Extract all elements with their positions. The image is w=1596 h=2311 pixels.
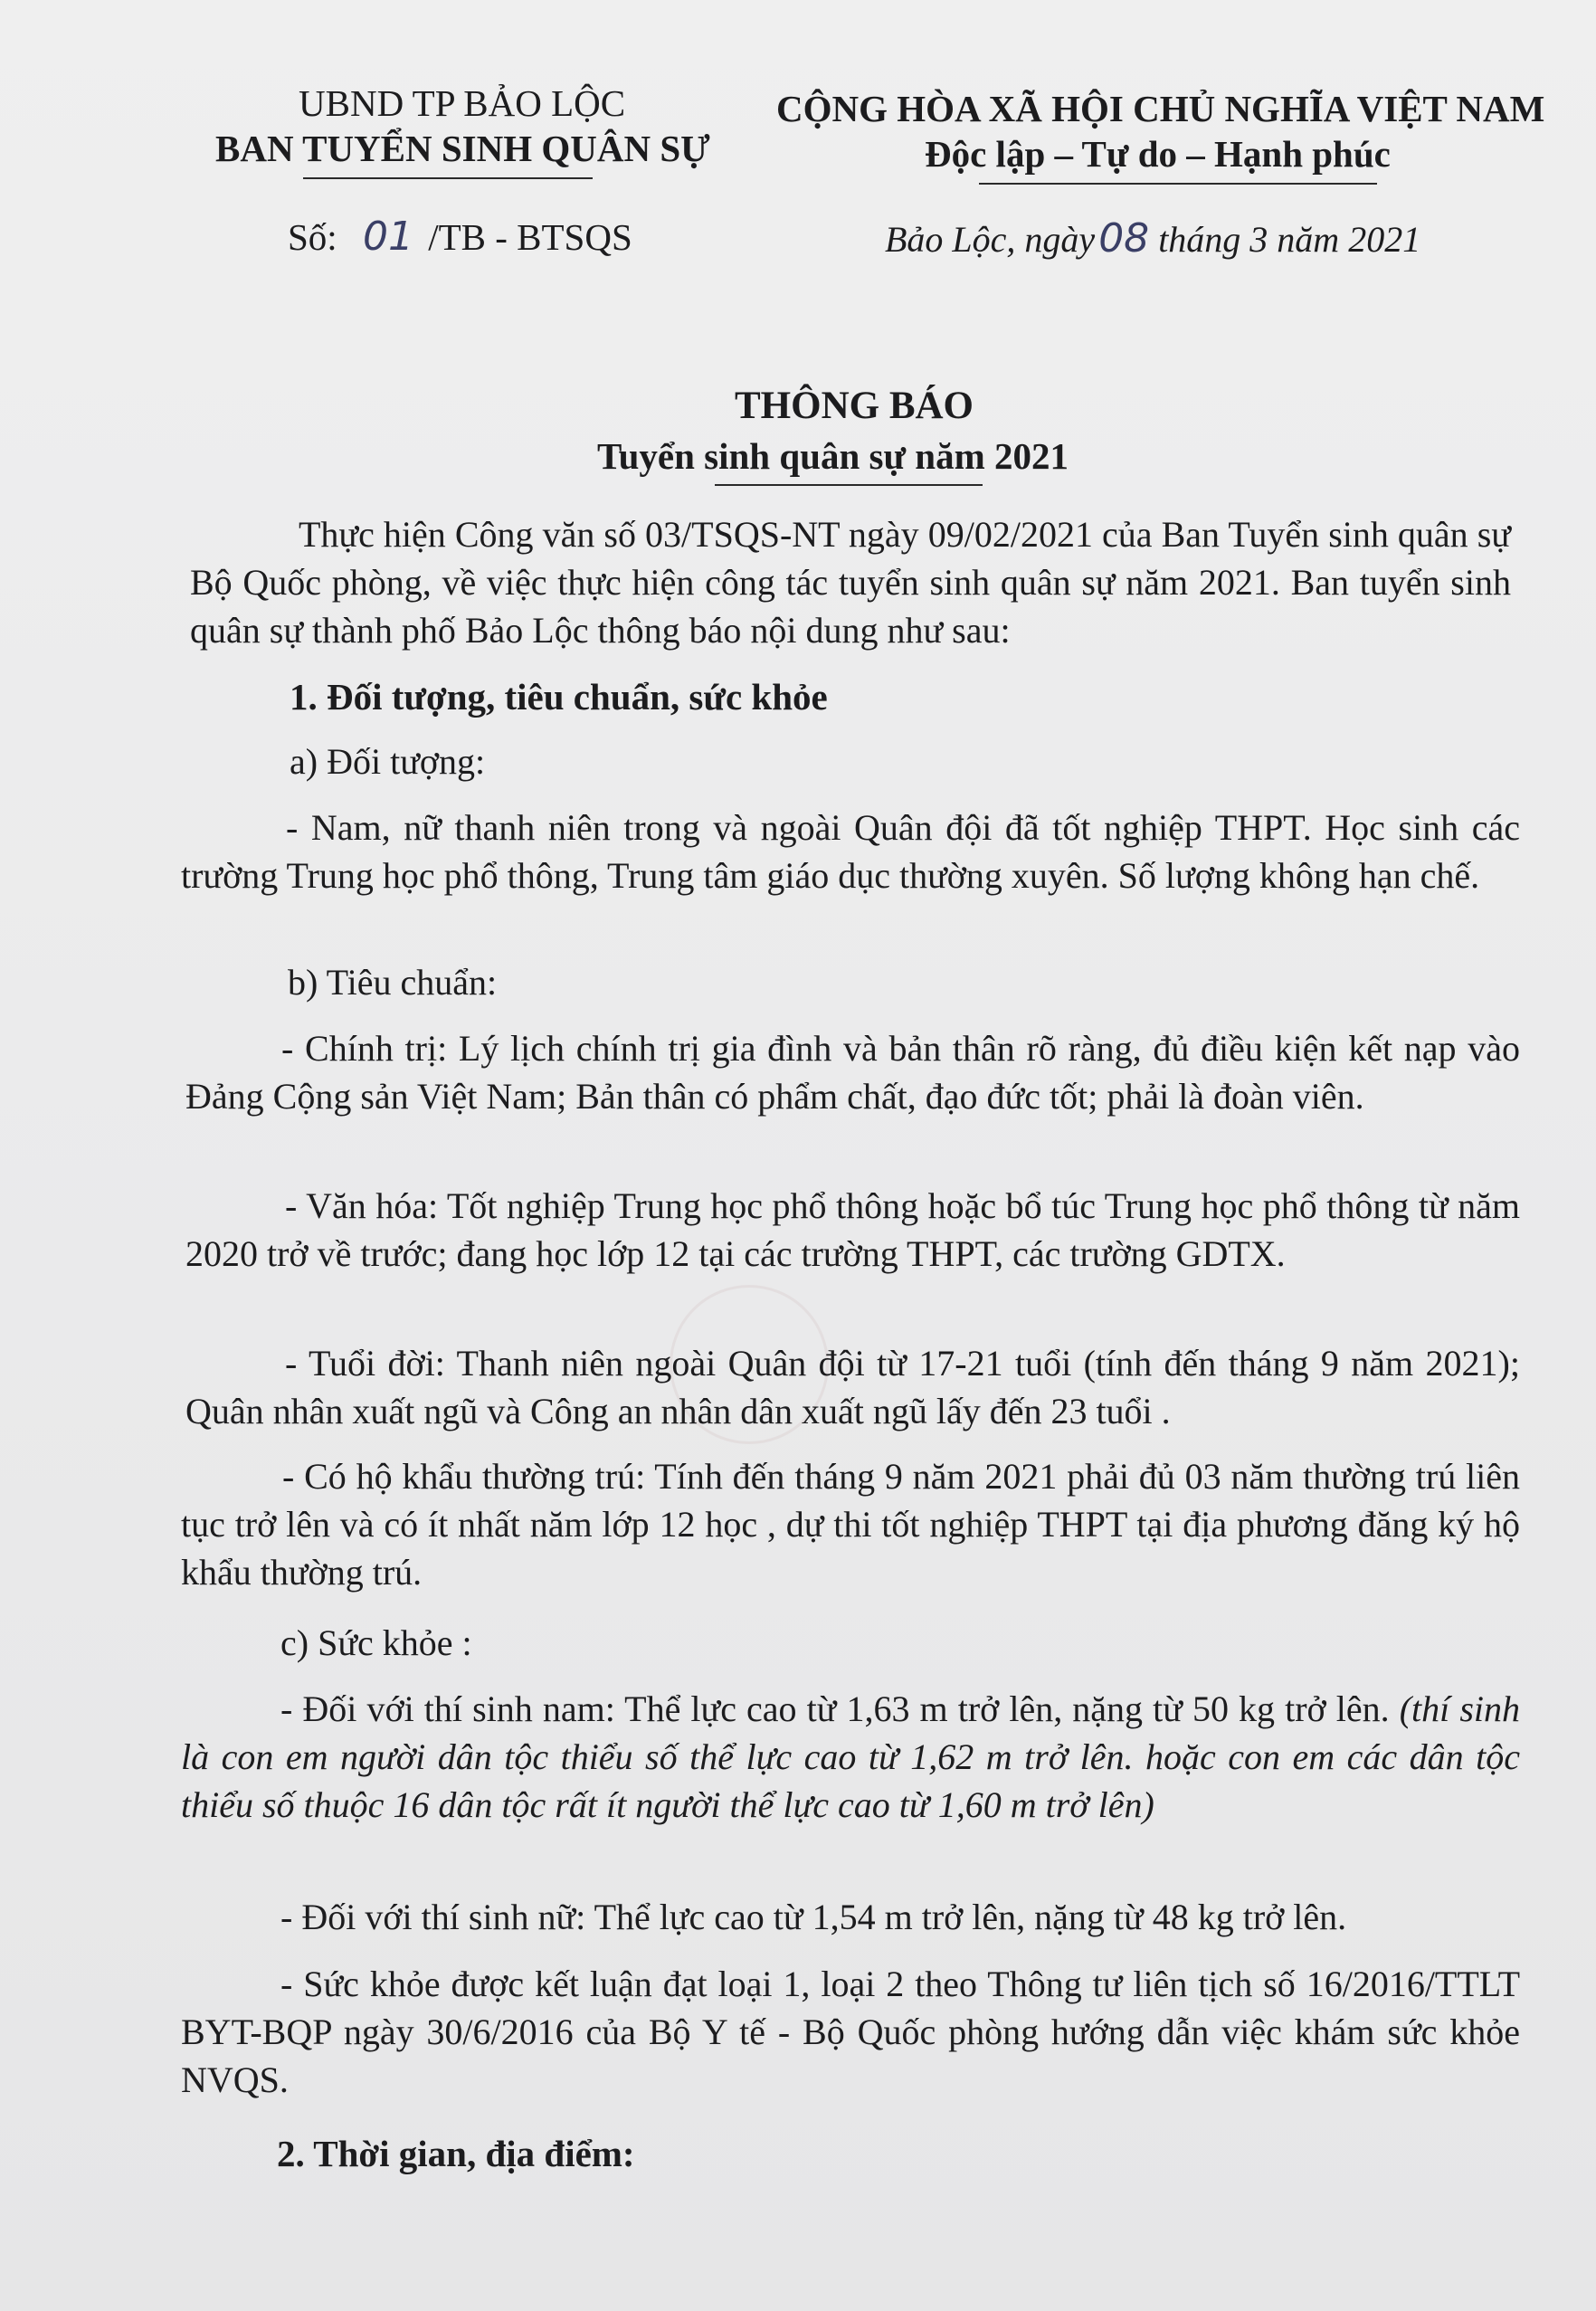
subtitle-underline — [715, 484, 983, 486]
intro-text: Thực hiện Công văn số 03/TSQS-NT ngày 09/02/2021 của Ban Tuyển sinh quân sự Bộ Quốc phòng, về việc thực hiện công tác tuyển sinh quân sự năm 2021. Ban tuyển sinh quân sự thành phố Bảo Lộc thông báo nội dung như sau: — [190, 514, 1511, 651]
notice-title: THÔNG BÁO — [735, 385, 974, 427]
intro-paragraph — [190, 510, 1511, 654]
section-1c-label: c) Sức khỏe : — [280, 1622, 472, 1663]
section-1a-text — [181, 804, 1520, 899]
org-underline — [303, 177, 593, 179]
residence-text: - Có hộ khẩu thường trú: Tính đến tháng 9 năm 2021 phải đủ 03 năm thường trú liên tục trở lên và có ít nhất năm lớp 12 học , dự thi tốt nghiệp THPT tại địa phương đăng ký hộ khẩu thường trú. — [181, 1456, 1520, 1593]
date-suffix: tháng 3 năm 2021 — [1158, 219, 1421, 260]
nation-title: CỘNG HÒA XÃ HỘI CHỦ NGHĨA VIỆT NAM — [776, 88, 1545, 129]
health-text: - Sức khỏe được kết luận đạt loại 1, loại 2 theo Thông tư liên tịch số 16/2016/TTLT BYT-BQP ngày 30/6/2016 của Bộ Y tế - Bộ Quốc phòng hướng dẫn việc khám sức khỏe NVQS. — [181, 1964, 1520, 2100]
residence-paragraph — [181, 1452, 1520, 1596]
section-2-heading: 2. Thời gian, địa điểm: — [277, 2133, 635, 2174]
culture-text: - Văn hóa: Tốt nghiệp Trung học phổ thông hoặc bổ túc Trung học phổ thông từ năm 2020 trở về trước; đang học lớp 12 tại các trường THPT, các trường GDTX. — [185, 1185, 1520, 1274]
section-1a-label: a) Đối tượng: — [290, 741, 486, 782]
politics-paragraph — [185, 1024, 1520, 1120]
female-text: - Đối với thí sinh nữ: Thể lực cao từ 1,54 m trở lên, nặng từ 48 kg trở lên. — [280, 1897, 1347, 1937]
number-handwritten: 01 — [362, 214, 413, 260]
culture-paragraph — [185, 1182, 1520, 1278]
age-paragraph — [185, 1339, 1520, 1435]
org-line-2: BAN TUYỂN SINH QUÂN SỰ — [215, 128, 710, 169]
politics-text: - Chính trị: Lý lịch chính trị gia đình và bản thân rõ ràng, đủ điều kiện kết nạp vào Đảng Cộng sản Việt Nam; Bản thân có phẩm chất, đạo đức tốt; phải là đoàn viên. — [185, 1028, 1520, 1117]
org-line-1: UBND TP BẢO LỘC — [299, 82, 626, 124]
male-note: (thí sinh là con em người dân tộc thiểu số thể lực cao từ 1,62 m trở lên. hoặc con em các dân tộc thiểu số thuộc 16 dân tộc rất ít người thể lực cao từ 1,60 m trở lên) — [181, 1688, 1520, 1825]
number-suffix: /TB - BTSQS — [428, 216, 632, 258]
health-paragraph — [181, 1960, 1520, 2104]
section-1-heading: 1. Đối tượng, tiêu chuẩn, sức khỏe — [290, 676, 828, 718]
male-text: - Đối với thí sinh nam: Thể lực cao từ 1,63 m trở lên, nặng từ 50 kg trở lên. — [280, 1688, 1390, 1729]
issue-date — [885, 215, 1420, 262]
motto-underline — [979, 183, 1377, 185]
female-paragraph — [181, 1893, 1520, 1941]
male-paragraph — [181, 1685, 1520, 1829]
section-1b-label: b) Tiêu chuẩn: — [288, 962, 498, 1003]
number-prefix: Số: — [288, 216, 337, 258]
age-text: - Tuổi đời: Thanh niên ngoài Quân đội từ 17-21 tuổi (tính đến tháng 9 năm 2021); Quân nhân xuất ngũ và Công an nhân dân xuất ngũ lấy đến 23 tuổi . — [185, 1343, 1520, 1431]
document-number — [288, 214, 632, 260]
nation-motto: Độc lập – Tự do – Hạnh phúc — [925, 133, 1391, 175]
section-1a-body: - Nam, nữ thanh niên trong và ngoài Quân đội đã tốt nghiệp THPT. Học sinh các trường Trung học phổ thông, Trung tâm giáo dục thường xuyên. Số lượng không hạn chế. — [181, 807, 1520, 896]
date-prefix: Bảo Lộc, ngày — [885, 219, 1096, 260]
notice-subtitle: Tuyển sinh quân sự năm 2021 — [597, 435, 1069, 477]
date-day-handwritten: 08 — [1098, 215, 1150, 262]
